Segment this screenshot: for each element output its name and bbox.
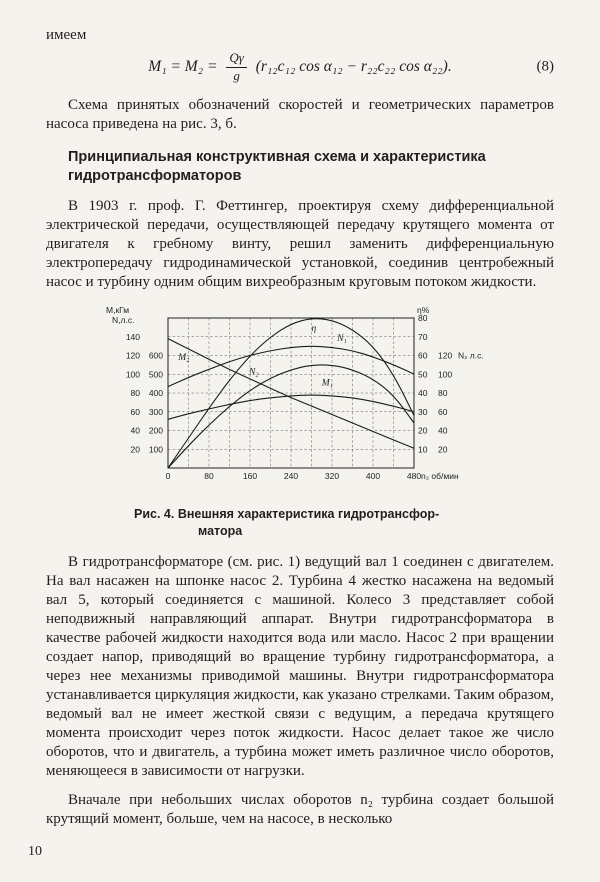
svg-text:0: 0 [165, 470, 171, 481]
svg-text:N₂ л.с.: N₂ л.с. [458, 350, 484, 361]
figure-caption-line2: матора [198, 523, 243, 538]
svg-text:80: 80 [438, 387, 448, 398]
equation-8 [46, 51, 554, 84]
section-heading: Принципиальная конструктивная схема и характеристика гидротрансформаторов [68, 148, 486, 184]
svg-text:300: 300 [148, 406, 163, 417]
svg-text:320: 320 [324, 470, 340, 481]
svg-text:20: 20 [438, 444, 448, 455]
svg-text:120: 120 [125, 350, 140, 361]
paragraph-history: В 1903 г. проф. Г. Феттингер, проектируя схему дифференциальной электрической передачи, осуществляющей передачу крутящего момента от двигателя к гребному винту, решил заменить дифференциальную электропередачу гидродинамической установкой, соединив центробежный насос и турбину одним общим вихреобразным круговым потоком жидкости. [46, 197, 554, 290]
svg-text:М₁: М₁ [321, 378, 333, 389]
svg-text:40: 40 [438, 425, 448, 436]
svg-text:N,л.с.: N,л.с. [112, 314, 135, 325]
svg-text:60: 60 [418, 350, 428, 361]
svg-text:n₂ об/мин: n₂ об/мин [421, 470, 459, 481]
equation-fraction [226, 51, 247, 84]
svg-text:40: 40 [130, 425, 140, 436]
page-number: 10 [28, 844, 42, 859]
svg-text:140: 140 [125, 331, 140, 342]
svg-text:80: 80 [130, 387, 140, 398]
svg-text:240: 240 [283, 470, 299, 481]
equation-lhs: M₁ = M₂ = [148, 58, 218, 75]
svg-text:N₁: N₁ [337, 333, 347, 344]
svg-text:100: 100 [125, 369, 140, 380]
svg-text:70: 70 [418, 331, 428, 342]
svg-text:М₂: М₂ [178, 353, 190, 364]
fraction-numerator: Qγ [226, 51, 247, 68]
svg-text:600: 600 [148, 350, 163, 361]
equation-rhs: (r₁₂c₁₂ cos α₁₂ − r₂₂c₂₂ cos α₂₂). [255, 58, 452, 75]
intro-word: имеем [46, 27, 87, 43]
svg-text:80: 80 [418, 312, 428, 323]
paragraph-scheme-note: Схема принятых обозначений скоростей и геометрических параметров насоса приведена на рис. 3, б. [46, 96, 554, 132]
svg-text:10: 10 [418, 444, 428, 455]
fraction-denominator: g [233, 67, 240, 83]
svg-text:30: 30 [418, 406, 428, 417]
svg-text:160: 160 [242, 470, 258, 481]
svg-text:500: 500 [148, 369, 163, 380]
figure-caption [46, 506, 554, 540]
svg-text:100: 100 [438, 369, 453, 380]
svg-text:80: 80 [204, 470, 214, 481]
svg-text:20: 20 [418, 425, 428, 436]
chart-external-characteristic [102, 302, 498, 500]
svg-text:400: 400 [365, 470, 381, 481]
paragraph-startup: Вначале при небольших числах оборотов n₂ турбина создает большой крутящий момент, больше, чем на насосе, в несколько [46, 791, 554, 827]
svg-text:120: 120 [438, 350, 453, 361]
svg-text:50: 50 [418, 369, 428, 380]
svg-text:200: 200 [148, 425, 163, 436]
svg-text:η%: η% [417, 304, 430, 315]
svg-text:η: η [311, 324, 317, 334]
svg-text:100: 100 [148, 444, 163, 455]
svg-text:60: 60 [438, 406, 448, 417]
figure-caption-line1: Рис. 4. Внешняя характеристика гидротрансфор- [134, 506, 440, 521]
svg-text:60: 60 [130, 406, 140, 417]
paragraph-description: В гидротрансформаторе (см. рис. 1) ведущий вал 1 соединен с двигателем. На вал насажен на шпонке насос 2. Турбина 4 жестко насажена на ведомый вал 5, который соединяется с машиной. Колесо 3 представляет собой неподвижный направляющий аппарат. Внутри гидротрансформатора в качестве рабочей жидкости находится вода или масло. Насос 2 при вращении создает напор, приводящий во вращение турбину гидротрансформатора, а через нее механизмы приводимой машины. Внутри гидротрансформатора устанавливается циркуляция жидкости, как указано стрелками. Таким образом, ведомый вал не имеет жесткой связи с ведущим, а передача крутящего момента происходит через поток жидкости. Насос делает такое же число оборотов, что и двигатель, а турбина может иметь различное число оборотов, меняющееся в зависимости от нагрузки. [46, 553, 554, 779]
svg-text:20: 20 [130, 444, 140, 455]
svg-text:N₂: N₂ [248, 367, 259, 378]
svg-text:480: 480 [406, 470, 422, 481]
svg-text:400: 400 [148, 387, 163, 398]
svg-text:М,кГм: М,кГм [106, 304, 130, 315]
svg-text:40: 40 [418, 387, 428, 398]
figure-4 [102, 302, 498, 500]
equation-number: (8) [536, 58, 554, 75]
